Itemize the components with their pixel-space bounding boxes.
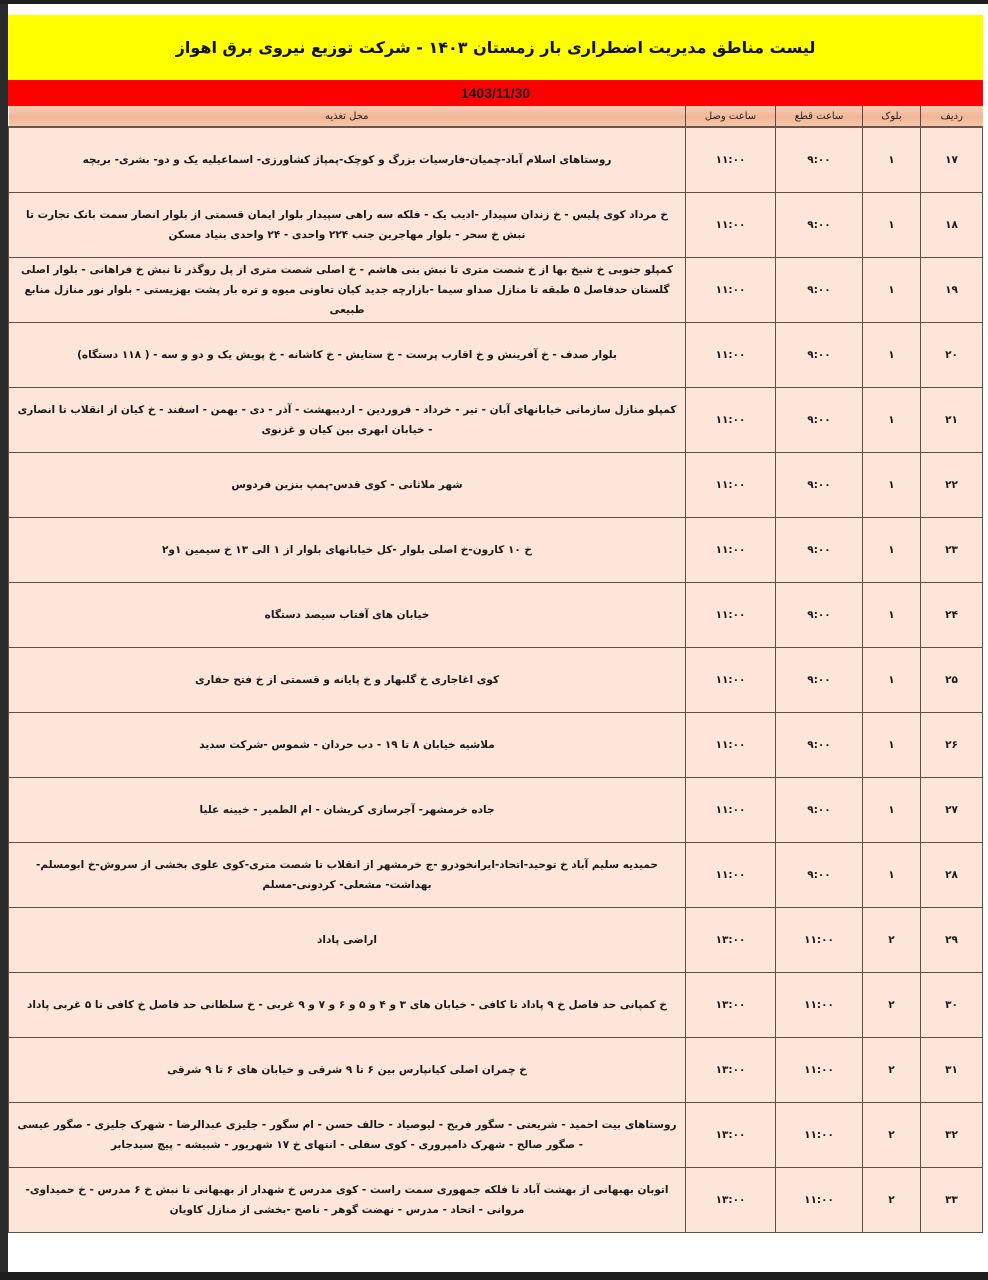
row-location: جاده خرمشهر- آجرسازی کریشان - ام الطمیر - خیینه علیا	[9, 778, 686, 843]
table-row	[9, 973, 983, 1038]
table-row	[9, 843, 983, 908]
row-reconnect-time: ۱۳:۰۰	[686, 908, 776, 973]
page-title: لیست مناطق مدیریت اضطراری بار زمستان ۱۴۰۳ - شرکت توزیع نیروی برق اهواز	[175, 38, 816, 57]
column-header-reconnect-time: ساعت وصل	[686, 106, 776, 127]
row-cut-time: ۹:۰۰	[776, 453, 863, 518]
row-index: ۳۲	[921, 1103, 983, 1168]
row-index: ۲۴	[921, 583, 983, 648]
row-block: ۱	[863, 323, 921, 388]
row-cut-time: ۱۱:۰۰	[776, 973, 863, 1038]
row-index: ۲۲	[921, 453, 983, 518]
row-reconnect-time: ۱۱:۰۰	[686, 843, 776, 908]
table-row	[9, 778, 983, 843]
row-index: ۱۹	[921, 258, 983, 323]
row-cut-time: ۹:۰۰	[776, 583, 863, 648]
row-block: ۲	[863, 1038, 921, 1103]
row-cut-time: ۹:۰۰	[776, 648, 863, 713]
row-reconnect-time: ۱۱:۰۰	[686, 127, 776, 193]
row-cut-time: ۹:۰۰	[776, 518, 863, 583]
table-row	[9, 713, 983, 778]
row-index: ۲۵	[921, 648, 983, 713]
table-row	[9, 388, 983, 453]
table-row	[9, 127, 983, 193]
row-cut-time: ۹:۰۰	[776, 258, 863, 323]
row-location: بلوار صدف - خ آفرینش و خ اقارب پرست - خ ستایش - خ کاشانه - خ پویش یک و دو و سه - ( ۱۱۸ دستگاه)	[9, 323, 686, 388]
row-reconnect-time: ۱۱:۰۰	[686, 323, 776, 388]
table-row	[9, 193, 983, 258]
row-index: ۲۷	[921, 778, 983, 843]
row-block: ۲	[863, 973, 921, 1038]
row-cut-time: ۹:۰۰	[776, 388, 863, 453]
row-reconnect-time: ۱۳:۰۰	[686, 1038, 776, 1103]
row-index: ۲۳	[921, 518, 983, 583]
row-cut-time: ۹:۰۰	[776, 193, 863, 258]
row-block: ۱	[863, 713, 921, 778]
table-row	[9, 1038, 983, 1103]
row-location: حمیدیه سلیم آباد خ توحید-اتحاد-ایرانخودرو -ج خرمشهر از انقلاب تا شصت متری-کوی علوی بخشی از سروش-خ ابومسلم- بهداشت- مشعلی- کردونی-مسلم	[9, 843, 686, 908]
row-block: ۱	[863, 843, 921, 908]
table-row	[9, 1168, 983, 1233]
row-block: ۱	[863, 518, 921, 583]
row-location: ملاشیه خیابان ۸ تا ۱۹ - دب حردان - شموس -شرکت سدید	[9, 713, 686, 778]
row-reconnect-time: ۱۱:۰۰	[686, 258, 776, 323]
row-location: خ مرداد کوی پلیس - خ زندان سپیدار -ادیب یک - فلکه سه راهی سپیدار بلوار ایمان قسمتی از بلوار انصار سمت بانک تجارت تا نبش خ سحر - بلوار مهاجرین جنب ۲۲۴ واحدی - ۲۴ واحدی بنیاد مسکن	[9, 193, 686, 258]
row-location: روستاهای اسلام آباد-چمیان-فارسیات بزرگ و کوچک-پمپاژ کشاورزی- اسماعیلیه یک و دو- بشری- بریچه	[9, 127, 686, 193]
row-block: ۲	[863, 1168, 921, 1233]
row-index: ۲۱	[921, 388, 983, 453]
row-index: ۲۸	[921, 843, 983, 908]
table-row	[9, 908, 983, 973]
row-cut-time: ۹:۰۰	[776, 843, 863, 908]
document-page	[8, 4, 988, 1272]
outage-schedule-sheet	[8, 15, 983, 1233]
row-index: ۱۸	[921, 193, 983, 258]
row-block: ۲	[863, 1103, 921, 1168]
row-reconnect-time: ۱۱:۰۰	[686, 713, 776, 778]
window-frame-bottom	[0, 1272, 988, 1280]
row-cut-time: ۹:۰۰	[776, 323, 863, 388]
row-location: اتوبان بهبهانی از بهشت آباد تا فلکه جمهوری سمت راست - کوی مدرس خ شهدار از بهبهانی تا نبش خ ۶ مدرس - خ حمیداوی- مروانی - اتحاد - مدرس - نهضت گوهر - ناصح -بخشی از منازل کاویان	[9, 1168, 686, 1233]
row-location: شهر ملاثانی - کوی قدس-پمپ بنزین فردوس	[9, 453, 686, 518]
row-block: ۱	[863, 453, 921, 518]
schedule-date: 1403/11/30	[460, 85, 531, 101]
row-cut-time: ۹:۰۰	[776, 778, 863, 843]
row-location: خ کمپانی حد فاصل خ ۹ پاداد تا کافی - خیابان های ۳ و ۴ و ۵ و ۶ و ۷ و ۹ غربی - خ سلطانی حد فاصل خ کافی تا ۵ غربی پاداد	[9, 973, 686, 1038]
row-cut-time: ۹:۰۰	[776, 127, 863, 193]
row-reconnect-time: ۱۱:۰۰	[686, 583, 776, 648]
row-location: اراضی پاداد	[9, 908, 686, 973]
row-block: ۱	[863, 127, 921, 193]
row-location: کمپلو جنوبی خ شیخ بها از خ شصت متری تا نبش بنی هاشم - خ اصلی شصت متری از پل روگذر تا نبش خ فراهانی - بلوار اصلی گلستان حدفاصل ۵ طبقه تا منازل صداو سیما -بازارچه جدید کیان تعاونی میوه و تره بار پشت بهزیستی - بلوار نور منازل منابع طبیعی	[9, 258, 686, 323]
row-index: ۲۰	[921, 323, 983, 388]
outage-table	[8, 106, 983, 1233]
row-index: ۱۷	[921, 127, 983, 193]
table-row	[9, 1103, 983, 1168]
row-reconnect-time: ۱۱:۰۰	[686, 518, 776, 583]
table-row	[9, 258, 983, 323]
table-row	[9, 648, 983, 713]
column-header-block: بلوک	[863, 106, 921, 127]
row-index: ۲۹	[921, 908, 983, 973]
row-block: ۱	[863, 583, 921, 648]
table-row	[9, 323, 983, 388]
row-reconnect-time: ۱۱:۰۰	[686, 648, 776, 713]
row-index: ۲۶	[921, 713, 983, 778]
row-index: ۳۱	[921, 1038, 983, 1103]
row-reconnect-time: ۱۱:۰۰	[686, 453, 776, 518]
row-reconnect-time: ۱۳:۰۰	[686, 1168, 776, 1233]
row-reconnect-time: ۱۳:۰۰	[686, 1103, 776, 1168]
row-reconnect-time: ۱۳:۰۰	[686, 973, 776, 1038]
row-cut-time: ۹:۰۰	[776, 713, 863, 778]
row-block: ۱	[863, 778, 921, 843]
date-banner	[8, 80, 983, 106]
row-location: خیابان های آفتاب سیصد دستگاه	[9, 583, 686, 648]
row-location: خ ۱۰ کارون-خ اصلی بلوار -کل خیابانهای بلوار از ۱ الی ۱۳ خ سیمین ۱و۲	[9, 518, 686, 583]
row-location: خ چمران اصلی کیانپارس بین ۶ تا ۹ شرقی و خیابان های ۶ تا ۹ شرقی	[9, 1038, 686, 1103]
row-cut-time: ۱۱:۰۰	[776, 1168, 863, 1233]
column-header-cut-time: ساعت قطع	[776, 106, 863, 127]
row-block: ۲	[863, 908, 921, 973]
row-reconnect-time: ۱۱:۰۰	[686, 193, 776, 258]
row-block: ۱	[863, 388, 921, 453]
row-location: کمپلو منازل سازمانی خیابانهای آبان - تیر - خرداد - فروردین - اردیبهشت - آذر - دی - بهمن - اسفند - خ کیان از انقلاب تا انصاری - خیابان ابهری بین کیان و غزنوی	[9, 388, 686, 453]
row-block: ۱	[863, 258, 921, 323]
table-header-row	[9, 106, 983, 127]
row-cut-time: ۱۱:۰۰	[776, 1103, 863, 1168]
row-cut-time: ۱۱:۰۰	[776, 908, 863, 973]
row-block: ۱	[863, 648, 921, 713]
row-location: کوی اغاجاری خ گلبهار و خ پایانه و قسمتی از خ فتح حفاری	[9, 648, 686, 713]
table-row	[9, 453, 983, 518]
row-reconnect-time: ۱۱:۰۰	[686, 388, 776, 453]
row-cut-time: ۱۱:۰۰	[776, 1038, 863, 1103]
row-location: روستاهای بیت احمید - شریعتی - سگور فریح - لیوصیاد - حالف حسن - ام سگور - جلیزی عبدالرضا - شهرک جلیزی - صگور عیسی - صگور صالح - شهرک دامپروری - کوی سفلی - انتهای خ ۱۷ شهریور - شبیشه - پیچ سیدجابر	[9, 1103, 686, 1168]
table-row	[9, 518, 983, 583]
row-block: ۱	[863, 193, 921, 258]
column-header-index: ردیف	[921, 106, 983, 127]
table-row	[9, 583, 983, 648]
row-index: ۳۳	[921, 1168, 983, 1233]
column-header-location: محل تغذیه	[9, 106, 686, 127]
row-index: ۳۰	[921, 973, 983, 1038]
row-reconnect-time: ۱۱:۰۰	[686, 778, 776, 843]
title-banner	[8, 15, 983, 80]
